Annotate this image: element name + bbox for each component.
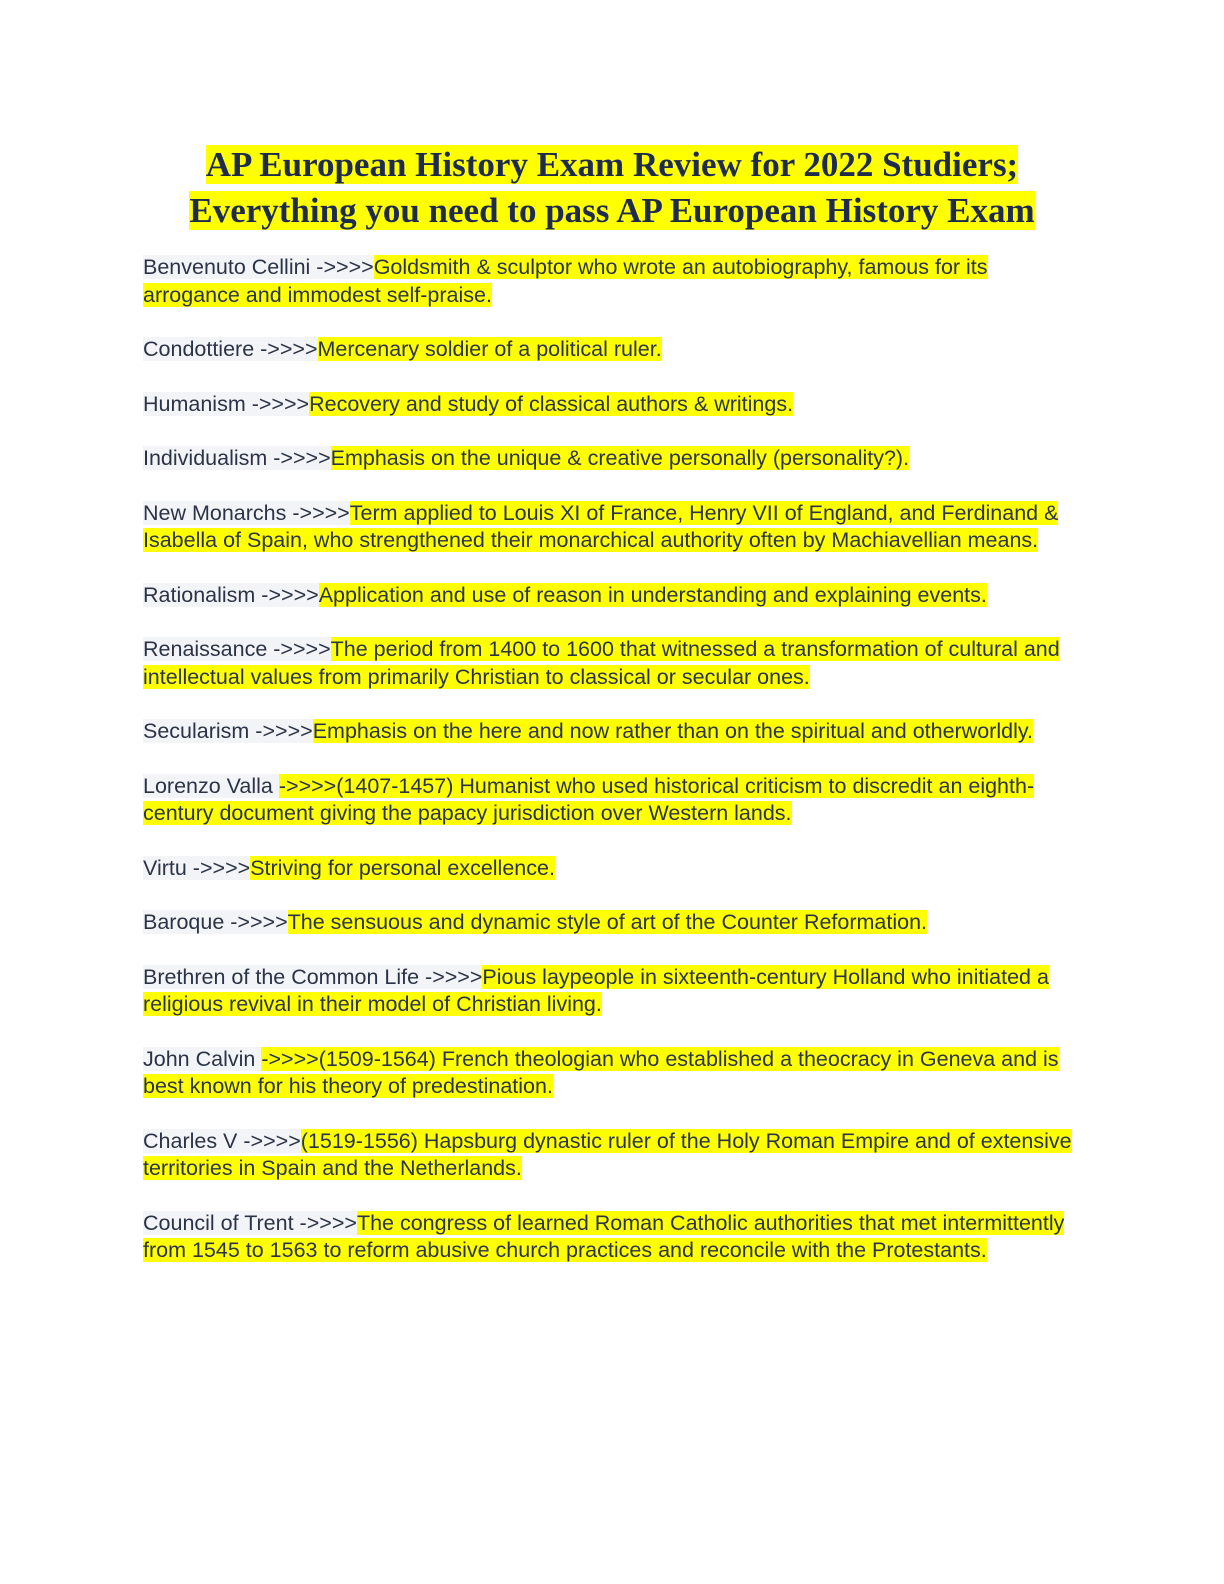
entry-definition: Recovery and study of classical authors & writings. bbox=[309, 391, 794, 416]
list-item bbox=[143, 336, 1073, 364]
list-item bbox=[143, 909, 1073, 937]
entry-term: Benvenuto Cellini ->>>> bbox=[143, 255, 374, 279]
entry-definition: Pious laypeople in sixteenth-century Holland who initiated a religious revival in their model of Christian living. bbox=[143, 964, 1049, 1016]
list-item bbox=[143, 855, 1073, 883]
list-item bbox=[143, 254, 1073, 309]
entry-definition: Goldsmith & sculptor who wrote an autobiography, famous for its arrogance and immodest self-praise. bbox=[143, 255, 988, 307]
title-line-1: AP European History Exam Review for 2022 Studiers; bbox=[205, 145, 1019, 184]
list-item bbox=[143, 636, 1073, 691]
list-item bbox=[143, 582, 1073, 610]
entry-definition: Emphasis on the here and now rather than on the spiritual and otherworldly. bbox=[312, 719, 1033, 743]
entry-term: Condottiere ->>>> bbox=[143, 337, 318, 361]
list-item bbox=[143, 500, 1073, 555]
glossary-list bbox=[143, 254, 1073, 1292]
entry-term: Virtu ->>>> bbox=[143, 855, 251, 880]
entry-term: Council of Trent ->>>> bbox=[143, 1210, 357, 1235]
list-item bbox=[143, 1210, 1073, 1265]
entry-definition: The sensuous and dynamic style of art of the Counter Reformation. bbox=[287, 910, 928, 934]
entry-term: Brethren of the Common Life ->>>> bbox=[143, 964, 483, 989]
entry-term: New Monarchs ->>>> bbox=[143, 500, 350, 525]
entry-definition: The period from 1400 to 1600 that witnessed a transformation of cultural and intellectual values from primarily Christian to classical or secular ones. bbox=[143, 637, 1060, 689]
entry-term: Baroque ->>>> bbox=[143, 910, 288, 934]
list-item bbox=[143, 1046, 1073, 1101]
entry-term: Humanism ->>>> bbox=[143, 391, 310, 416]
list-item bbox=[143, 445, 1073, 473]
list-item bbox=[143, 773, 1073, 828]
entry-term: Individualism ->>>> bbox=[143, 446, 331, 470]
entry-term: Lorenzo Valla bbox=[143, 773, 279, 798]
entry-definition: (1519-1556) Hapsburg dynastic ruler of the Holy Roman Empire and of extensive territories in Spain and the Netherlands. bbox=[143, 1128, 1072, 1180]
entry-definition: ->>>>(1509-1564) French theologian who established a theocracy in Geneva and is best known for his theory of predestination. bbox=[143, 1046, 1059, 1098]
list-item bbox=[143, 718, 1073, 746]
entry-definition: Mercenary soldier of a political ruler. bbox=[317, 337, 662, 361]
list-item bbox=[143, 964, 1073, 1019]
entry-definition: The congress of learned Roman Catholic authorities that met intermittently from 1545 to 1563 to reform abusive church practices and reconcile with the Protestants. bbox=[143, 1210, 1065, 1262]
entry-term: John Calvin bbox=[143, 1046, 262, 1071]
entry-definition: ->>>>(1407-1457) Humanist who used historical criticism to discredit an eighth-century document giving the papacy jurisdiction over Western lands. bbox=[143, 773, 1035, 825]
list-item bbox=[143, 1128, 1073, 1183]
entry-definition: Striving for personal excellence. bbox=[250, 855, 555, 880]
entry-definition: Application and use of reason in understanding and explaining events. bbox=[318, 582, 987, 607]
entry-term: Rationalism ->>>> bbox=[143, 582, 319, 607]
entry-definition: Term applied to Louis XI of France, Henry VII of England, and Ferdinand & Isabella of Spain, who strengthened their monarchical authority often by Machiavellian means. bbox=[143, 500, 1059, 552]
entry-definition: Emphasis on the unique & creative personally (personality?). bbox=[330, 446, 910, 470]
list-item bbox=[143, 391, 1073, 419]
entry-term: Charles V ->>>> bbox=[143, 1128, 301, 1153]
entry-term: Renaissance ->>>> bbox=[143, 637, 331, 661]
entry-term: Secularism ->>>> bbox=[143, 719, 313, 743]
page-title bbox=[120, 142, 1104, 234]
title-line-2: Everything you need to pass AP European History Exam bbox=[189, 191, 1035, 230]
